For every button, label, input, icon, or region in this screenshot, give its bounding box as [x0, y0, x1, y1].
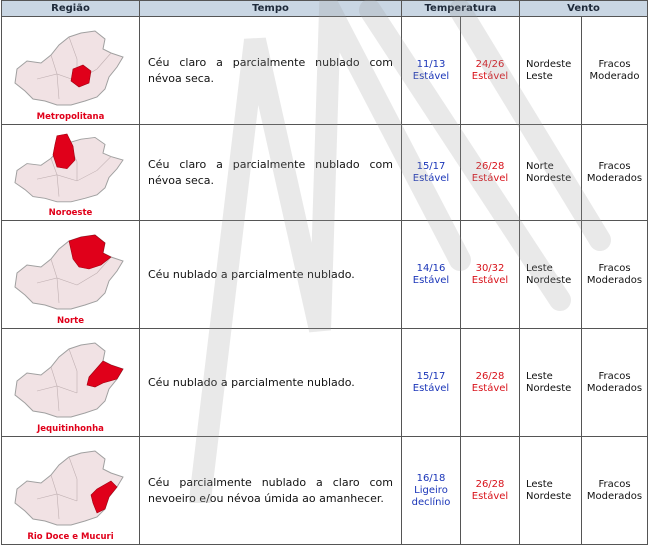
min-temp: 14/16 Estável [402, 221, 461, 329]
region-cell [2, 221, 140, 329]
region-map [7, 331, 135, 423]
region-name: Rio Doce e Mucuri [27, 532, 114, 542]
table-row [2, 437, 648, 545]
wind-direction: Leste Nordeste [520, 329, 582, 437]
header-regiao: Região [2, 1, 140, 17]
table-row [2, 125, 648, 221]
wind-direction: Leste Nordeste [520, 437, 582, 545]
wind-direction: Norte Nordeste [520, 125, 582, 221]
region-map [7, 127, 135, 207]
region-cell [2, 329, 140, 437]
max-temp: 30/32 Estável [461, 221, 520, 329]
region-name: Norte [57, 316, 84, 326]
forecast-table [1, 0, 648, 545]
header-temperatura: Temperatura [402, 1, 520, 17]
min-temp: 16/18 Ligeiro declínio [402, 437, 461, 545]
max-temp: 26/28 Estável [461, 437, 520, 545]
region-map [7, 223, 135, 315]
wind-intensity: Fracos Moderados [582, 437, 648, 545]
table-row [2, 329, 648, 437]
min-temp: 15/17 Estável [402, 329, 461, 437]
region-map [7, 19, 135, 111]
region-cell [2, 125, 140, 221]
weather-text: Céu claro a parcialmente nublado com névoa seca. [140, 17, 402, 125]
wind-intensity: Fracos Moderados [582, 329, 648, 437]
table-row [2, 17, 648, 125]
weather-text: Céu claro a parcialmente nublado com névoa seca. [140, 125, 402, 221]
max-temp: 24/26 Estável [461, 17, 520, 125]
wind-direction: Nordeste Leste [520, 17, 582, 125]
region-cell [2, 437, 140, 545]
weather-text: Céu nublado a parcialmente nublado. [140, 329, 402, 437]
region-name: Metropolitana [36, 112, 105, 122]
region-name: Jequitinhonha [37, 424, 104, 434]
table-row [2, 221, 648, 329]
header-vento: Vento [520, 1, 648, 17]
min-temp: 11/13 Estável [402, 17, 461, 125]
min-temp: 15/17 Estável [402, 125, 461, 221]
region-map [7, 439, 135, 531]
wind-intensity: Fracos Moderado [582, 17, 648, 125]
wind-direction: Leste Nordeste [520, 221, 582, 329]
weather-text: Céu parcialmente nublado a claro com nevoeiro e/ou névoa úmida ao amanhecer. [140, 437, 402, 545]
region-cell [2, 17, 140, 125]
region-name: Noroeste [48, 208, 93, 218]
wind-intensity: Fracos Moderados [582, 125, 648, 221]
max-temp: 26/28 Estável [461, 125, 520, 221]
weather-text: Céu nublado a parcialmente nublado. [140, 221, 402, 329]
wind-intensity: Fracos Moderados [582, 221, 648, 329]
max-temp: 26/28 Estável [461, 329, 520, 437]
header-tempo: Tempo [140, 1, 402, 17]
